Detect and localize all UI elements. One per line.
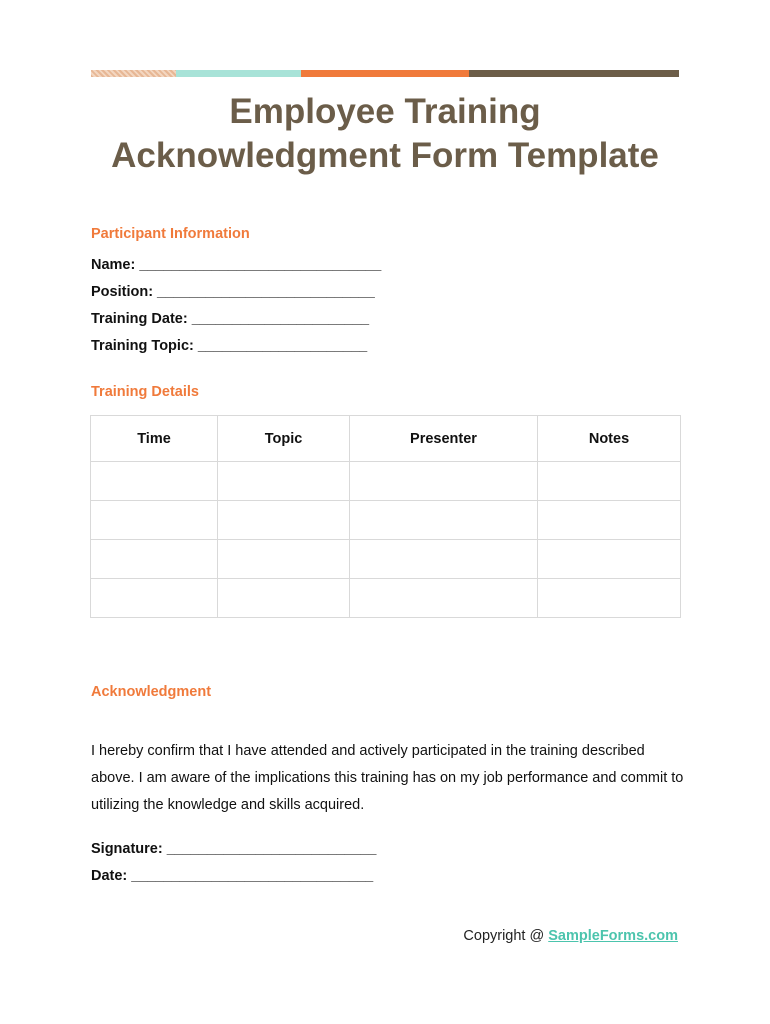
table-cell[interactable] (218, 579, 350, 618)
column-header-notes: Notes (538, 416, 681, 462)
training-details-table (90, 415, 681, 618)
signature-field[interactable]: Signature: __________________________ (91, 841, 377, 857)
table-cell[interactable] (91, 540, 218, 579)
acknowledgment-text: I hereby confirm that I have attended and actively participated in the training described above. I am aware of the implications this training has on my job performance and commit to utilizing the knowledge and skills acquired. (91, 743, 684, 813)
color-bar-segment (301, 70, 469, 77)
table-cell[interactable] (538, 501, 681, 540)
training-date-field[interactable]: Training Date: ______________________ (91, 311, 370, 327)
table-header-row (91, 416, 681, 462)
copyright-prefix: Copyright @ (463, 928, 549, 944)
table-cell[interactable] (538, 540, 681, 579)
table-row (91, 501, 681, 540)
page-title-line-2: Acknowledgment Form Template (111, 136, 659, 175)
table-cell[interactable] (350, 462, 538, 501)
position-field[interactable]: Position: ___________________________ (91, 284, 375, 300)
column-header-time: Time (91, 416, 218, 462)
table-cell[interactable] (218, 540, 350, 579)
table-cell[interactable] (538, 579, 681, 618)
color-bar-segment (176, 70, 301, 77)
decorative-color-bar (91, 70, 679, 77)
page-title-line-1: Employee Training (229, 92, 541, 131)
table-cell[interactable] (538, 462, 681, 501)
table-cell[interactable] (350, 540, 538, 579)
table-row (91, 540, 681, 579)
acknowledgment-heading: Acknowledgment (91, 684, 212, 700)
table-cell[interactable] (91, 462, 218, 501)
table-row (91, 462, 681, 501)
table-cell[interactable] (91, 579, 218, 618)
name-field[interactable]: Name: ______________________________ (91, 257, 382, 273)
table-row (91, 579, 681, 618)
page-title (60, 90, 710, 178)
copyright-footer (463, 928, 678, 944)
table-cell[interactable] (350, 579, 538, 618)
table-cell[interactable] (218, 501, 350, 540)
color-bar-segment (91, 70, 176, 77)
training-details-heading: Training Details (91, 384, 199, 400)
training-topic-field[interactable]: Training Topic: _____________________ (91, 338, 368, 354)
sampleforms-link[interactable]: SampleForms.com (548, 928, 678, 944)
column-header-topic: Topic (218, 416, 350, 462)
table-cell[interactable] (218, 462, 350, 501)
color-bar-segment (469, 70, 679, 77)
date-field[interactable]: Date: ______________________________ (91, 868, 374, 884)
participant-information-heading: Participant Information (91, 226, 250, 242)
table-cell[interactable] (350, 501, 538, 540)
table-cell[interactable] (91, 501, 218, 540)
column-header-presenter: Presenter (350, 416, 538, 462)
